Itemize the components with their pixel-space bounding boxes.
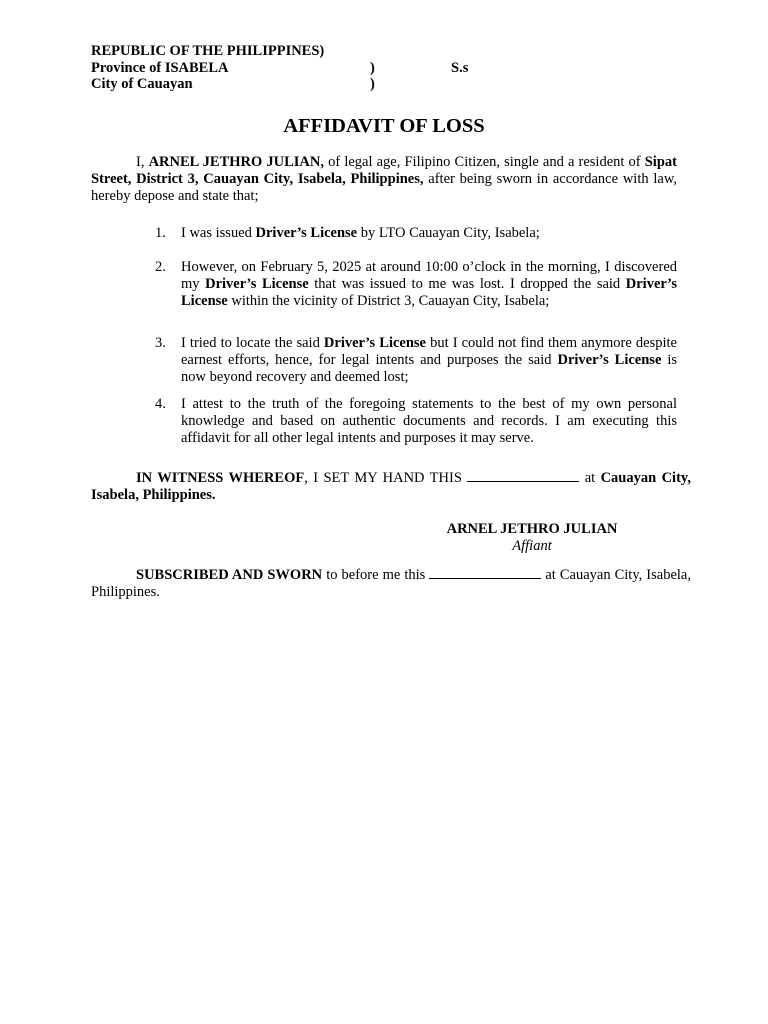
signatory-name: ARNEL JETHRO JULIAN (446, 521, 618, 537)
venue-header (91, 43, 469, 93)
document-title: AFFIDAVIT OF LOSS (283, 115, 485, 137)
date-blank[interactable] (429, 566, 541, 579)
signatory-role: Affiant (512, 538, 552, 554)
date-blank[interactable] (467, 469, 579, 482)
intro-paragraph: I, ARNEL JETHRO JULIAN, of legal age, Filipino Citizen, single and a resident of Sipat Street, District 3, Cauayan City, Isabela, Philippines, after being sworn in accordance with law, hereby depose and state that; (91, 154, 678, 204)
header-line-city: City of Cauayan ) (91, 76, 375, 92)
subscribed-paragraph: SUBSCRIBED AND SWORN to before me this at Cauayan City, Isabela, Philippines. (91, 567, 691, 600)
affidavit-page: REPUBLIC OF THE PHILIPPINES) Province of ISABELA ) S.s City of Cauayan ) AFFIDAVIT OF LOSS I, ARNEL JETHRO JULIAN, of legal age, Filipino Citizen, single and a resident of Sipat Street, District 3, Cauayan City, Isabela, Philippines, after being sworn in accordance with law, hereby depose and state that; 1. I was issued Driver’s License by LTO Cauayan City, Isabela; 2. However, on February 5, 2025 at around 10:00 o’clock in the morning, I discovered my Driver’s License that was issued to me was lost. I dropped the said Driver’s License within the vicinity of District 3, Cauayan City, Isabela; 3. I tried to locate the said Driver’s License but I could not find them anymore despite earnest efforts, hence, for legal intents and purposes the said Driver’s License is now beyond recovery and deemed lost; 4. I attest to the truth of the foregoing statements to the best of my own personal knowledge and based on authentic documents and records. I am executing this affidavit for all other legal intents and purposes it may serve. IN WITNESS WHEREOF, I SET MY HAND THIS at Cauayan City, Isabela, Philippines. ARNEL JETHRO JULIAN Affiant SUBSCRIBED AND SWORN to before me this at Cauayan City, Isabela, Philippines. (0, 0, 768, 1024)
affiant-address: Sipat Street, District 3, Cauayan City, Isabela, Philippines, (91, 154, 677, 187)
signature-block (380, 521, 684, 555)
ss-mark: S.s (451, 59, 469, 76)
affiant-name: ARNEL JETHRO JULIAN, (148, 154, 324, 170)
header-line-province: Province of ISABELA ) S.s (91, 59, 469, 76)
header-line-republic: REPUBLIC OF THE PHILIPPINES) (91, 43, 325, 59)
witness-paragraph: IN WITNESS WHEREOF, I SET MY HAND THIS at Cauayan City, Isabela, Philippines. (91, 470, 691, 503)
